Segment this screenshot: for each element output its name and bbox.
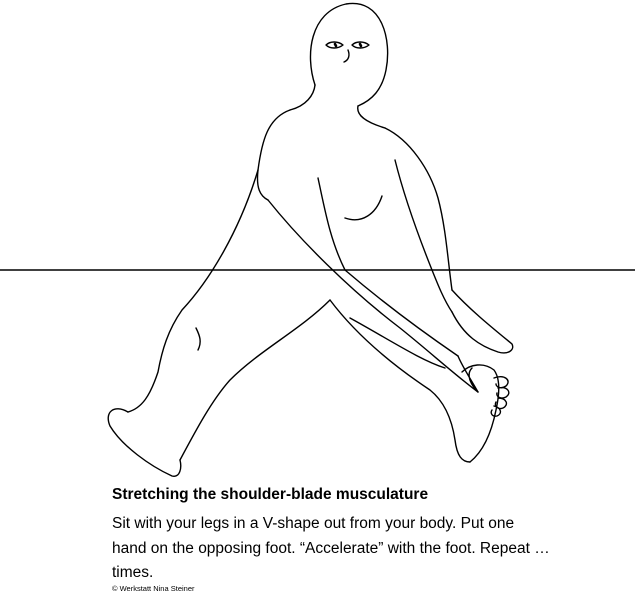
exercise-title: Stretching the shoulder-blade musculature	[112, 486, 429, 503]
figure-left-leg-bottom	[180, 300, 330, 460]
figure-left-shoulder	[257, 110, 290, 200]
figure-mouth	[344, 50, 349, 62]
figure-left-hand	[458, 356, 478, 392]
figure-torso-right	[385, 128, 452, 290]
figure-toes-icon	[491, 377, 509, 416]
figure-left-knee	[196, 328, 200, 350]
figure-right-hand	[452, 290, 513, 353]
figure-left-arm	[268, 200, 478, 392]
figure-left-arm-inner	[318, 178, 458, 356]
figure-neck-left	[290, 85, 315, 110]
figure-left-foot	[108, 409, 180, 476]
figure-left-leg-top	[128, 170, 258, 412]
figure-right-upper-arm	[395, 160, 452, 312]
figure-chest	[345, 196, 382, 220]
exercise-instructions: Sit with your legs in a V-shape out from your body. Put one hand on the opposing foot. “Accelerate” with the foot. Repeat … times.	[112, 515, 550, 581]
figure-right-foot	[462, 365, 499, 462]
figure-neck-right	[358, 106, 385, 128]
copyright-credit: © Werkstatt Nina Steiner	[112, 584, 195, 593]
figure-right-leg-bottom	[330, 300, 470, 462]
pupils	[335, 44, 361, 46]
